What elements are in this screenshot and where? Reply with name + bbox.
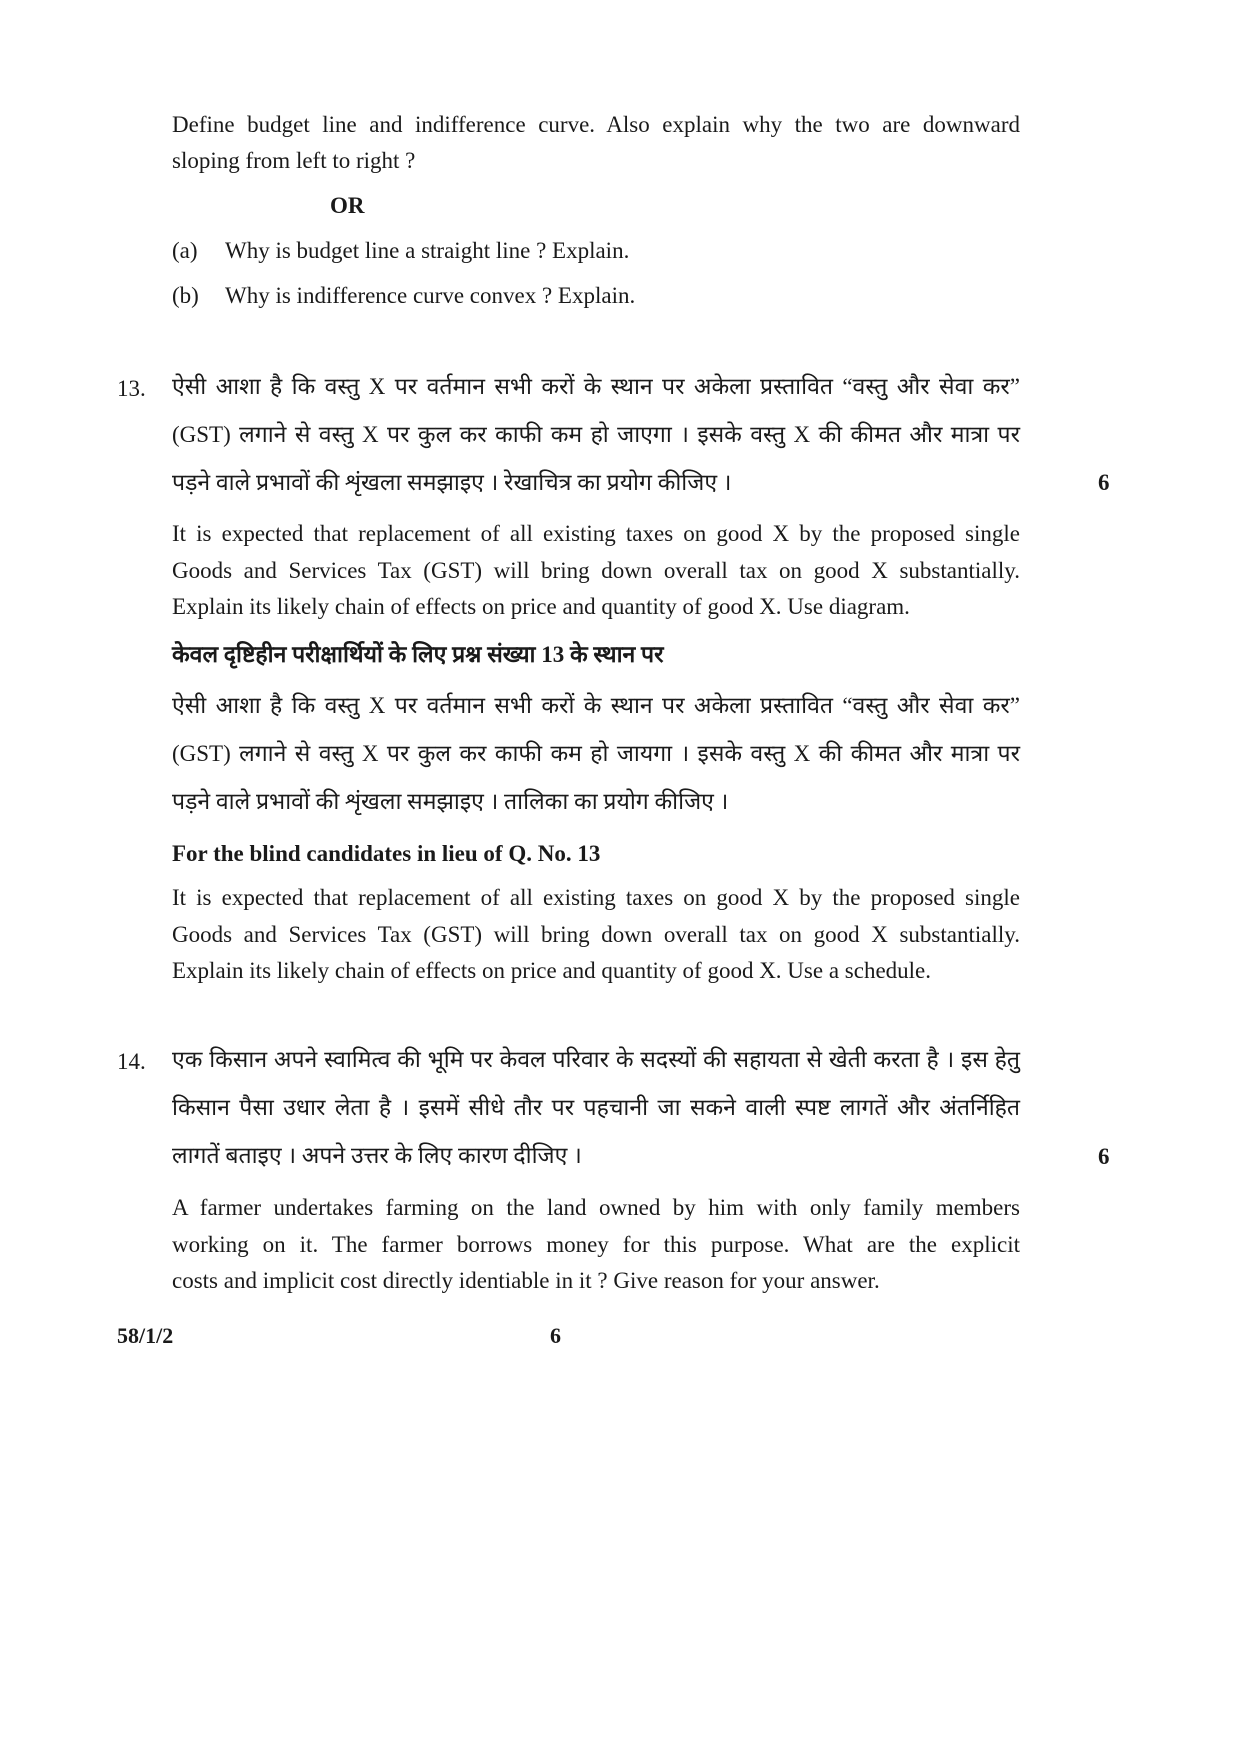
part-b-label: (b) — [172, 283, 199, 308]
q12-text-line: Define budget line and indifference curve. Also explain why the two are downward — [172, 112, 1020, 137]
q14-english-line: A farmer undertakes farming on the land owned by him with only family members — [172, 1195, 1020, 1220]
blind-hindi-line: ऐसी आशा है कि वस्तु X पर वर्तमान सभी करों के स्थान पर अकेला प्रस्तावित “वस्तु और सेवा कर” — [172, 693, 1020, 718]
question-number: 13. — [117, 376, 146, 401]
or-label: OR — [330, 193, 365, 218]
blind-english-line: Explain its likely chain of effects on price and quantity of good X. Use a schedule. — [172, 958, 931, 983]
blind-english-line: Goods and Services Tax (GST) will bring down overall tax on good X substantially. — [172, 922, 1020, 947]
q14-hindi-line: एक किसान अपने स्वामित्व की भूमि पर केवल परिवार के सदस्यों की सहायता से खेती करता है । इस हेतु — [172, 1047, 1020, 1072]
page-number: 6 — [550, 1323, 561, 1348]
q13-hindi-line: ऐसी आशा है कि वस्तु X पर वर्तमान सभी करों के स्थान पर अकेला प्रस्तावित “वस्तु और सेवा कर” — [172, 374, 1020, 399]
q14-hindi-line: किसान पैसा उधार लेता है । इसमें सीधे तौर पर पहचानी जा सकने वाली स्पष्ट लागतें और अंतर्निहित — [172, 1095, 1020, 1120]
q13-hindi-line: पड़ने वाले प्रभावों की शृंखला समझाइए । रेखाचित्र का प्रयोग कीजिए । — [172, 470, 732, 495]
part-a-label: (a) — [172, 238, 198, 263]
part-b-text: Why is indifference curve convex ? Explain. — [225, 283, 636, 308]
q12-text-line: sloping from left to right ? — [172, 148, 416, 173]
q14-hindi-line: लागतें बताइए । अपने उत्तर के लिए कारण दीजिए । — [172, 1143, 582, 1168]
q13-english-line: Goods and Services Tax (GST) will bring down overall tax on good X substantially. — [172, 558, 1020, 583]
blind-english-heading: For the blind candidates in lieu of Q. No. 13 — [172, 841, 601, 866]
q13-hindi-line: (GST) लगाने से वस्तु X पर कुल कर काफी कम हो जाएगा । इसके वस्तु X की कीमत और मात्रा पर — [172, 422, 1020, 447]
marks: 6 — [1098, 470, 1110, 495]
question-number: 14. — [117, 1049, 146, 1074]
q13-english-line: It is expected that replacement of all existing taxes on good X by the proposed single — [172, 521, 1020, 546]
marks: 6 — [1098, 1144, 1110, 1169]
blind-hindi-line: पड़ने वाले प्रभावों की शृंखला समझाइए । तालिका का प्रयोग कीजिए । — [172, 789, 729, 814]
paper-code: 58/1/2 — [117, 1323, 174, 1348]
blind-hindi-heading: केवल दृष्टिहीन परीक्षार्थियों के लिए प्रश्न संख्या 13 के स्थान पर — [172, 642, 664, 667]
q14-english-line: working on it. The farmer borrows money for this purpose. What are the explicit — [172, 1232, 1020, 1257]
q14-english-line: costs and implicit cost directly identiable in it ? Give reason for your answer. — [172, 1268, 880, 1293]
part-a-text: Why is budget line a straight line ? Explain. — [225, 238, 630, 263]
blind-english-line: It is expected that replacement of all existing taxes on good X by the proposed single — [172, 885, 1020, 910]
blind-hindi-line: (GST) लगाने से वस्तु X पर कुल कर काफी कम हो जायगा । इसके वस्तु X की कीमत और मात्रा पर — [172, 741, 1020, 766]
q13-english-line: Explain its likely chain of effects on price and quantity of good X. Use diagram. — [172, 594, 910, 619]
